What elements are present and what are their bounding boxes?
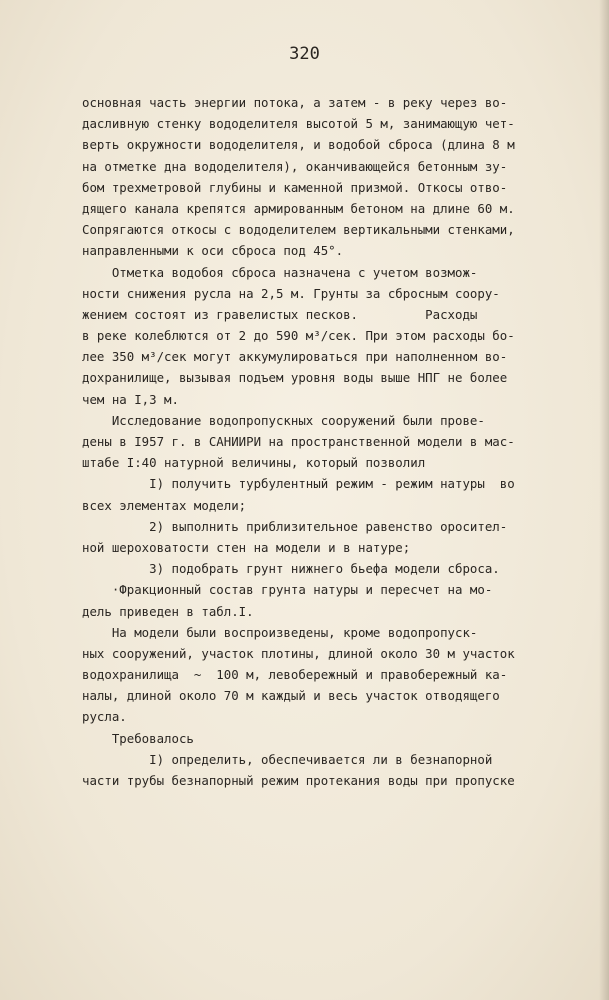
text-line: верть окружности вододелителя, и водобой сброса (длина 8 м	[82, 137, 515, 153]
text-line: чем на I,3 м.	[82, 391, 179, 407]
page-number: 320	[289, 44, 320, 64]
text-line: Отметка водобоя сброса назначена с учетом возмож-	[82, 264, 478, 280]
text-line: бом трехметровой глубины и каменной призмой. Откосы отво-	[82, 179, 508, 195]
text-line: ных сооружений, участок плотины, длиной около 30 м участок	[82, 645, 515, 661]
text-line: Исследование водопропускных сооружений были прове-	[82, 412, 485, 428]
text-line: ности снижения русла на 2,5 м. Грунты за сбросным соору-	[82, 285, 500, 301]
page-edge-shadow	[599, 0, 609, 1000]
text-line: всех элементах модели;	[82, 497, 247, 513]
text-line: I) определить, обеспечивается ли в безнапорной	[82, 751, 493, 767]
text-line: Сопрягаются откосы с вододелителем вертикальными стенками,	[82, 222, 515, 238]
text-line: Требовалось	[82, 730, 194, 746]
body-text	[82, 92, 562, 791]
text-line: налы, длиной около 70 м каждый и весь участок отводящего	[82, 688, 500, 704]
text-line: штабе I:40 натурной величины, который позволил	[82, 455, 426, 471]
text-line: 2) выполнить приблизительное равенство оросител-	[82, 518, 508, 534]
text-line: направленными к оси сброса под 45°.	[82, 243, 344, 259]
text-line: дасливную стенку вододелителя высотой 5 м, занимающую чет-	[82, 116, 515, 132]
text-line: На модели были воспроизведены, кроме водопропуск-	[82, 624, 478, 640]
text-line: дель приведен в табл.I.	[82, 603, 254, 619]
text-line: ной шероховатости стен на модели и в натуре;	[82, 539, 411, 555]
text-line: 3) подобрать грунт нижнего бьефа модели сброса.	[82, 561, 500, 577]
text-line: на отметке дна вододелителя), оканчивающейся бетонным зу-	[82, 158, 508, 174]
text-line: дящего канала крепятся армированным бетоном на длине 60 м.	[82, 200, 515, 216]
text-line: русла.	[82, 709, 127, 725]
text-line: части трубы безнапорный режим протекания воды при пропуске	[82, 773, 515, 788]
text-line: водохранилища ~ 100 м, левобережный и правобережный ка-	[82, 667, 508, 683]
text-line: основная часть энергии потока, а затем - в реку через во-	[82, 95, 508, 110]
text-line: лее 350 м³/сек могут аккумулироваться при наполненном во-	[82, 349, 508, 365]
text-line: дены в I957 г. в САНИИРИ на пространственной модели в мас-	[82, 434, 515, 449]
text-line: в реке колеблются от 2 до 590 м³/сек. При этом расходы бо-	[82, 328, 515, 344]
text-line: ·Фракционный состав грунта натуры и пересчет на мо-	[82, 582, 493, 598]
text-line: жением состоят из гравелистых песков. Расходы	[82, 306, 478, 322]
text-line: дохранилище, вызывая подъем уровня воды выше НПГ не более	[82, 370, 508, 386]
text-line: I) получить турбулентный режим - режим натуры во	[82, 476, 515, 492]
